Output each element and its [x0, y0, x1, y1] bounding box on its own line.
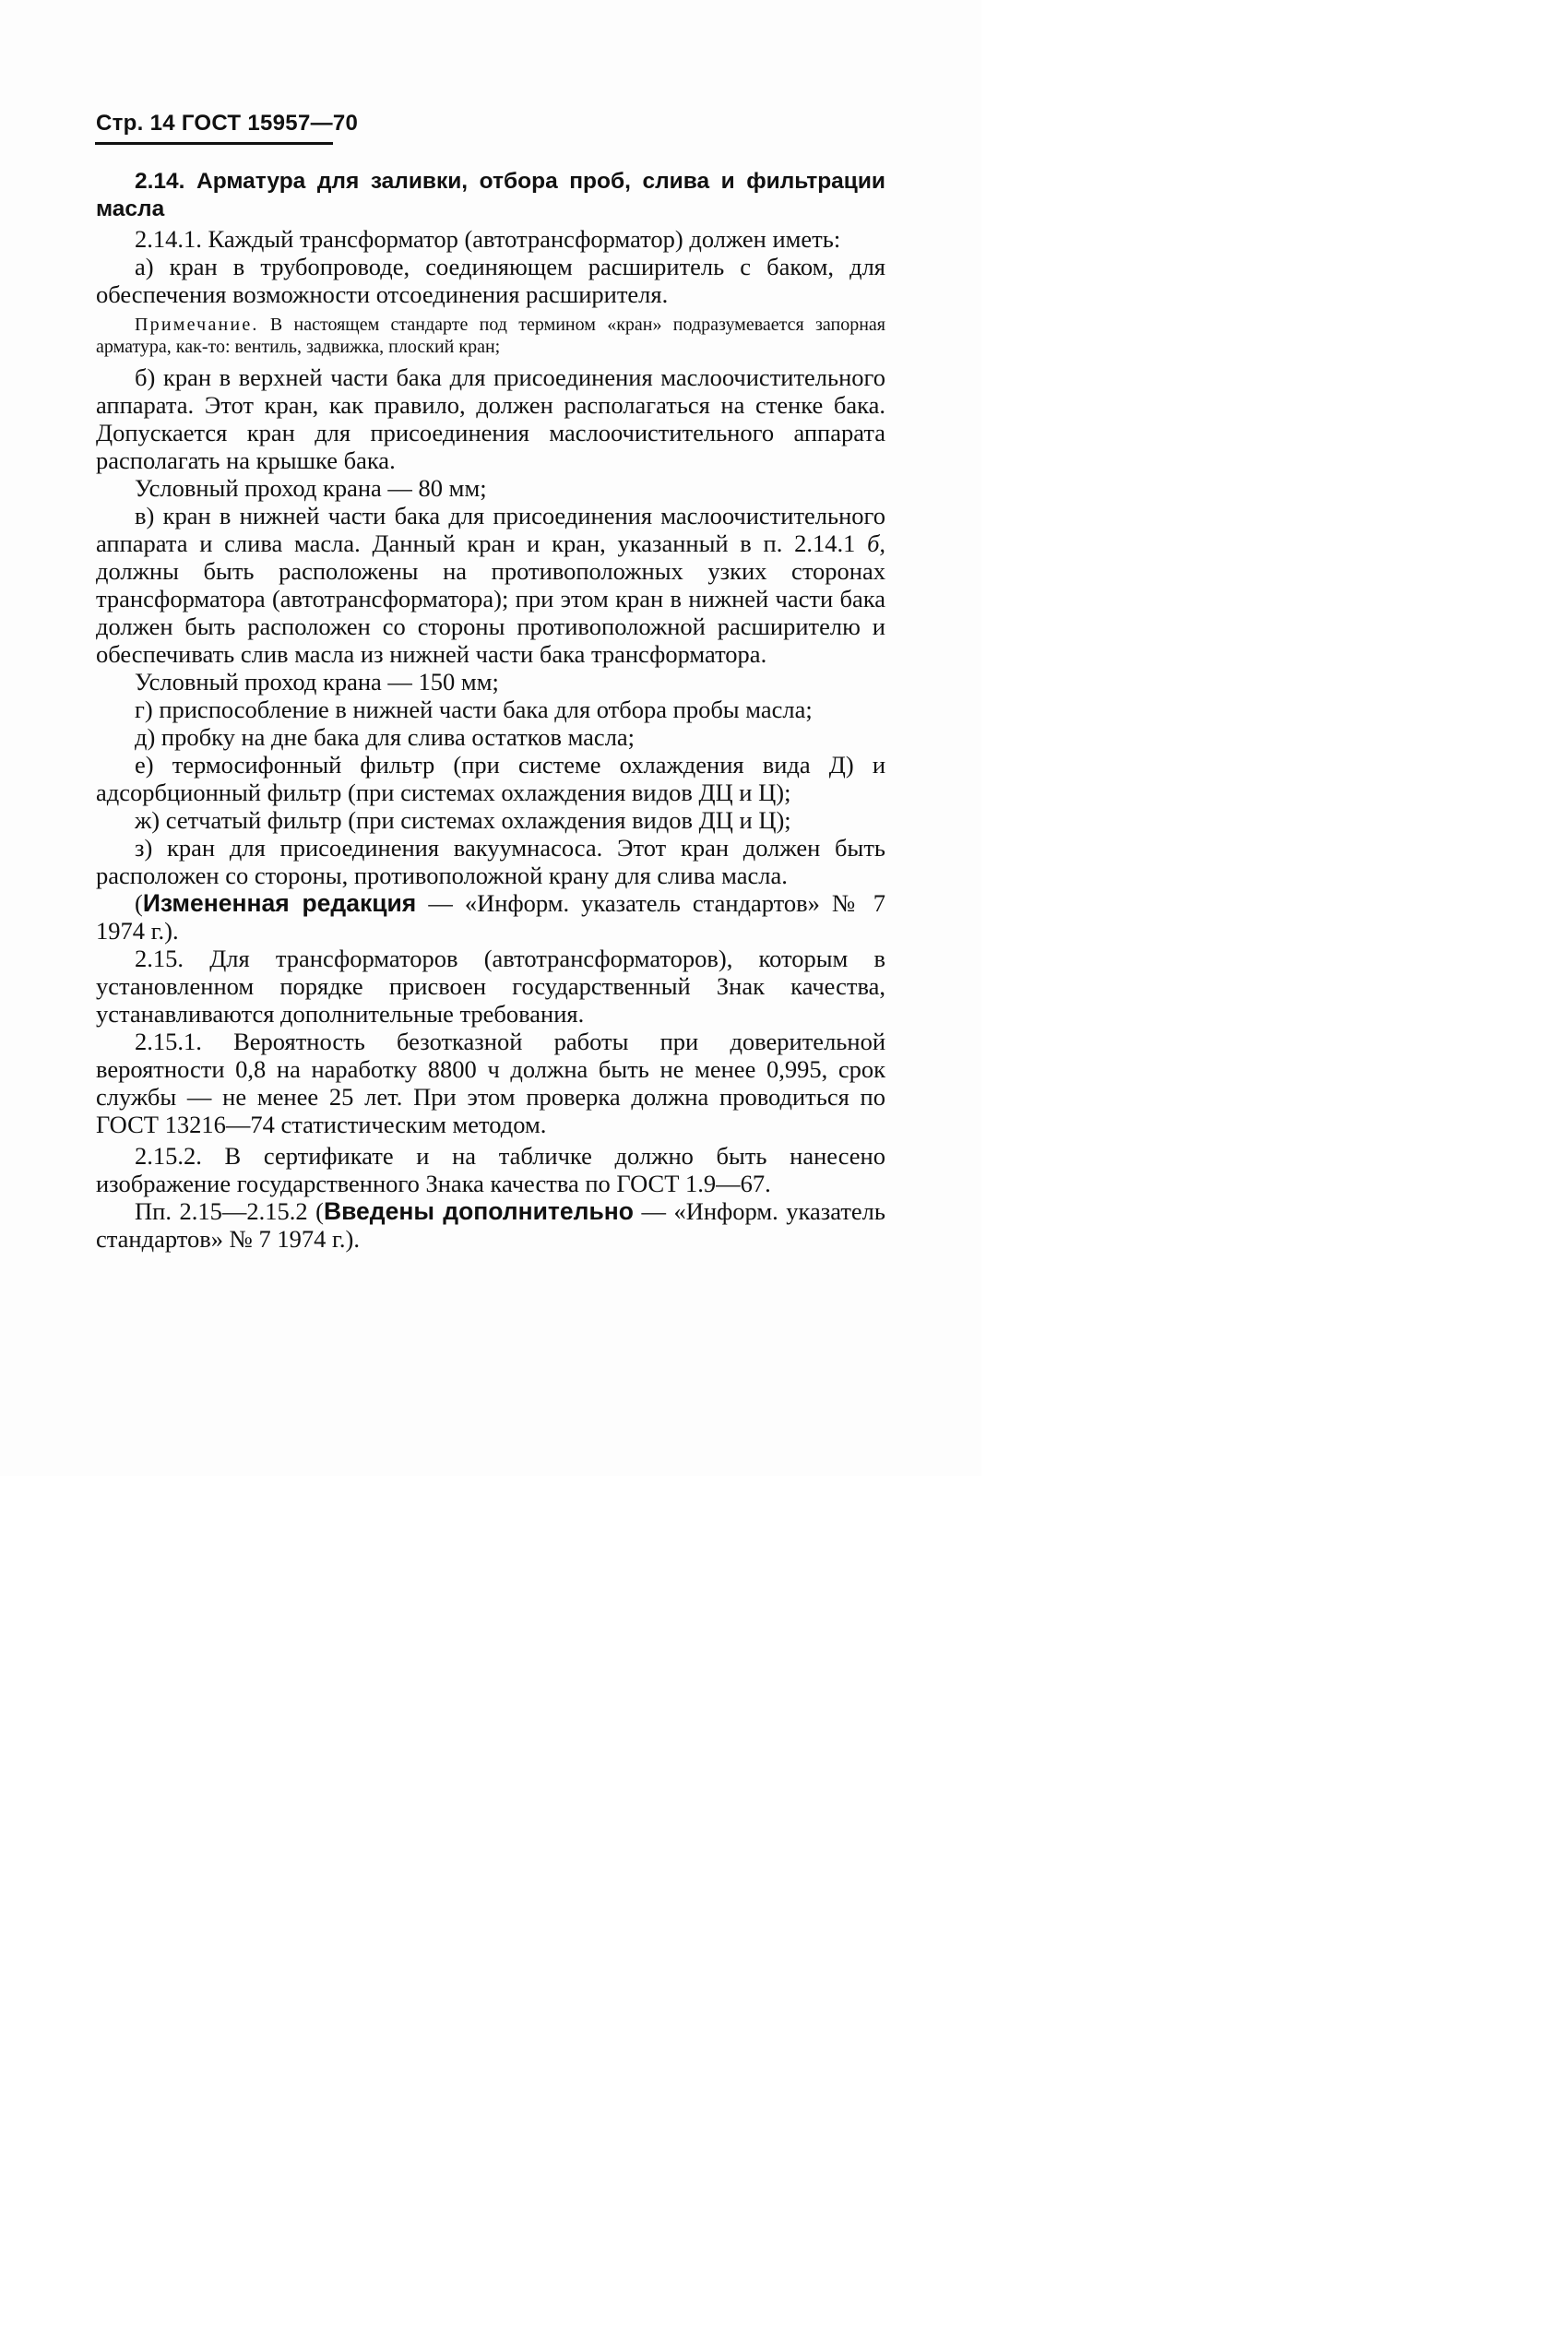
paragraph-2-14-1: 2.14.1. Каждый трансформатор (автотрансформатор) должен иметь:	[135, 225, 841, 253]
list-item-v-ref: б,	[867, 529, 886, 557]
list-item-z: з) кран для присоединения вакуумнасоса. Этот кран должен быть расположен со стороны, противоположной крану для слива масла.	[96, 834, 885, 889]
list-item-g: г) приспособление в нижней части бака для отбора пробы масла;	[135, 696, 813, 723]
list-item-d: д) пробку на дне бака для слива остатков масла;	[135, 723, 636, 751]
amendment-rest: — «Информ. указатель стандартов» № 7 1974 г.).	[96, 889, 886, 945]
paragraph-2-15: 2.15. Для трансформаторов (автотрансформаторов), которым в установленном порядке присвоен государственный Знак качества, устанавливаются дополнительные требования.	[96, 945, 885, 1028]
list-item-b: б) кран в верхней части бака для присоединения маслоочистительного аппарата. Этот кран, как правило, должен располагаться на стенке бака. Допускается кран для присоединения маслоочистительного аппарата располагать на крышке бака.	[96, 363, 885, 474]
list-item-zh: ж) сетчатый фильтр (при системах охлаждения видов ДЦ и Ц);	[135, 806, 791, 834]
list-item-v-part1: в) кран в нижней части бака для присоединения маслоочистительного аппарата и слива масла. Данный кран и кран, указанный в п. 2.14.1	[96, 502, 885, 557]
note-label: Примечание.	[135, 315, 259, 335]
note-text: В настоящем стандарте под термином «кран» подразумевается запорная арматура, как-то: вентиль, задвижка, плоский кран;	[96, 315, 886, 357]
introduction-rest: — «Информ. указатель стандартов» № 7 1974 г.).	[96, 1197, 885, 1253]
list-item-a: а) кран в трубопроводе, соединяющем расширитель с баком, для обеспечения возможности отсоединения расширителя.	[96, 253, 885, 308]
amendment-bold: Измененная редакция	[142, 889, 417, 917]
introduction-note	[96, 1197, 885, 1253]
document-page	[0, 0, 981, 1476]
header-rule	[95, 142, 333, 145]
amendment-open: (	[135, 889, 143, 917]
paragraph-2-15-1: 2.15.1. Вероятность безотказной работы при доверительной вероятности 0,8 на наработку 8800 ч должна быть не менее 0,995, срок службы — не менее 25 лет. При этом проверка должна проводиться по ГОСТ 13216—74 статистическим методом.	[96, 1028, 885, 1138]
list-item-e: е) термосифонный фильтр (при системе охлаждения вида Д) и адсорбционный фильтр (при системах охлаждения видов ДЦ и Ц);	[96, 751, 885, 806]
introduction-open: Пп. 2.15—2.15.2 (	[135, 1197, 324, 1225]
page-header: Стр. 14 ГОСТ 15957—70	[96, 111, 359, 136]
list-item-b-pass: Условный проход крана — 80 мм;	[135, 474, 487, 502]
amendment-note-1974	[96, 889, 885, 945]
introduction-bold: Введены дополнительно	[323, 1197, 634, 1225]
document-body	[96, 168, 885, 1253]
section-heading-2-14: 2.14. Арматура для заливки, отбора проб, слива и фильтрации масла	[96, 169, 885, 221]
list-item-v-part2: должны быть расположены на противоположных узких сторонах трансформатора (автотрансформатора); при этом кран в нижней части бака должен быть расположен со стороны противоположной расширителю и обеспечивать слив масла из нижней части бака трансформатора.	[96, 557, 885, 668]
paragraph-2-15-2: 2.15.2. В сертификате и на табличке должно быть нанесено изображение государственного Знака качества по ГОСТ 1.9—67.	[96, 1142, 885, 1197]
note	[96, 314, 885, 358]
list-item-v	[96, 502, 885, 668]
list-item-v-pass: Условный проход крана — 150 мм;	[135, 668, 499, 696]
